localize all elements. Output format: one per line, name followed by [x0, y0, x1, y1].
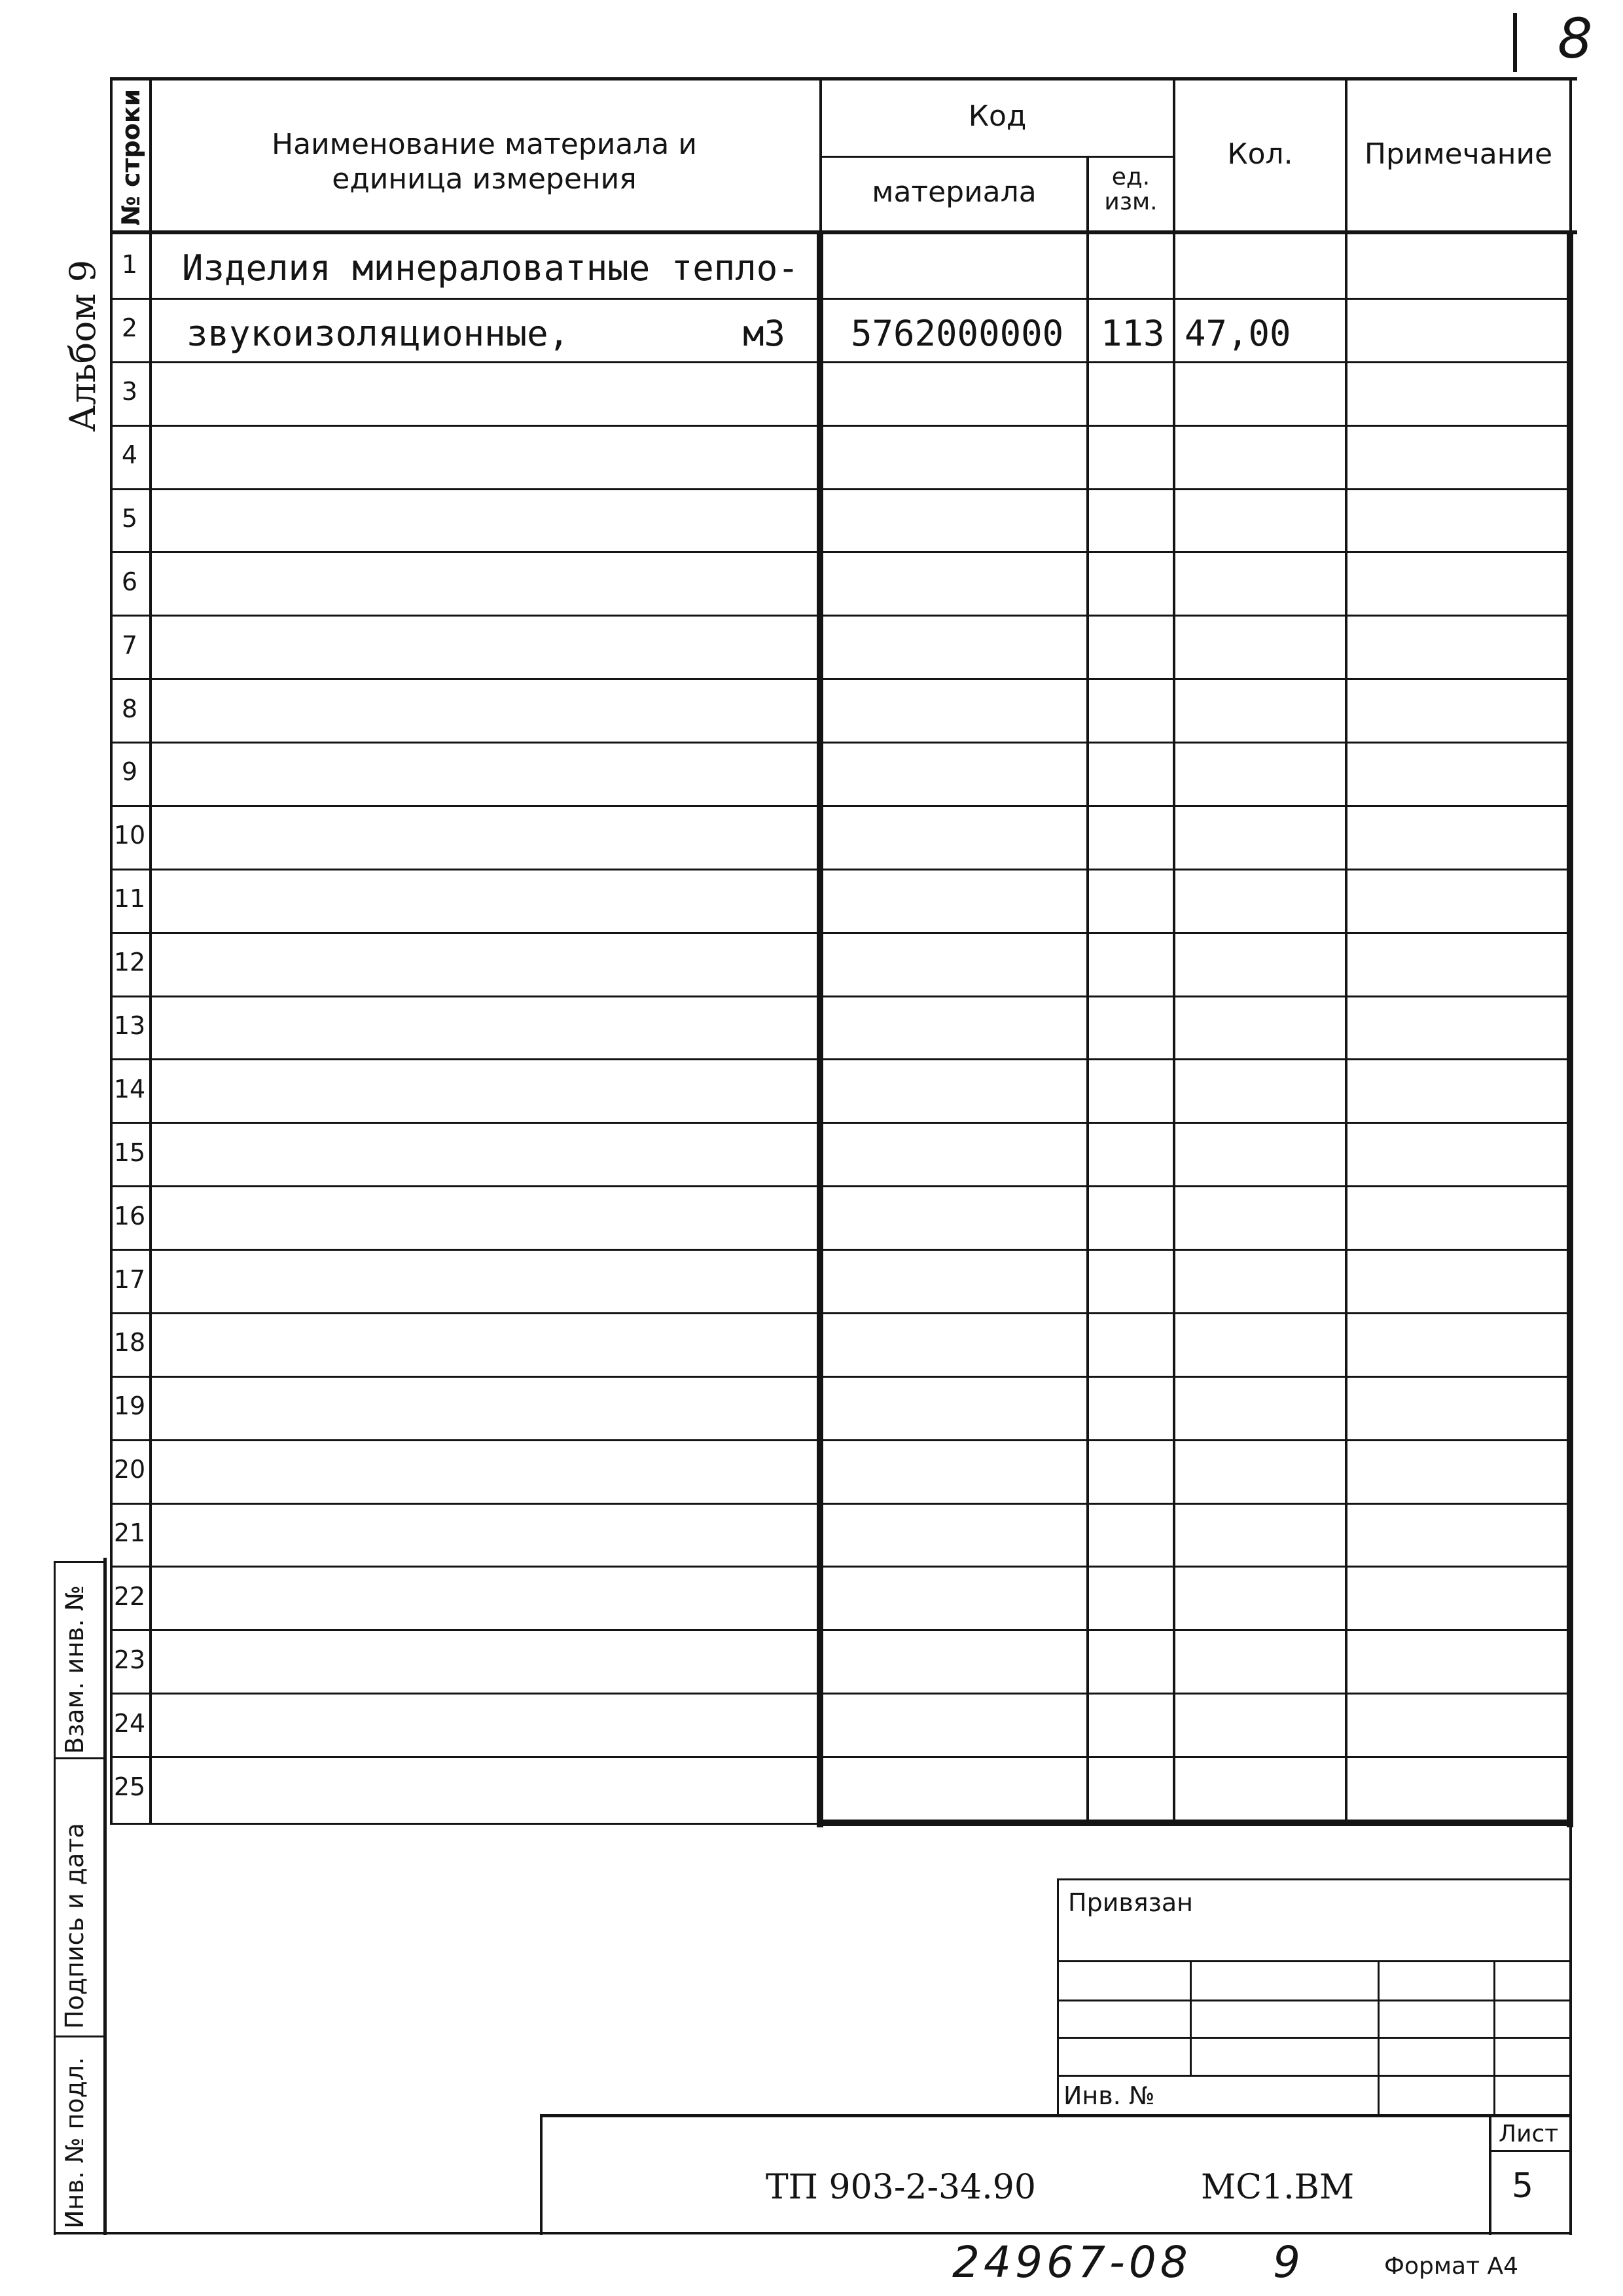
row-number: 22: [113, 1582, 146, 1611]
row-divider: [110, 1503, 1571, 1505]
entry-1-name: Изделия минераловатные тепло-: [182, 247, 799, 289]
row-divider: [110, 361, 1571, 363]
row-number: 16: [113, 1202, 146, 1230]
row-number: 13: [113, 1011, 146, 1040]
sheet-label: Лист: [1499, 2121, 1559, 2147]
row-divider: [110, 1249, 1571, 1251]
row-number: 1: [121, 250, 138, 279]
entry-2-unit-code: 113: [1101, 313, 1165, 354]
row-number: 3: [121, 377, 138, 406]
designation: ТП 903-2-34.90: [766, 2168, 1036, 2207]
row-divider: [110, 678, 1571, 680]
col-code-material-header: материала: [872, 175, 1037, 209]
row-divider: [110, 742, 1571, 744]
row-number: 21: [113, 1518, 146, 1547]
row-divider: [110, 1058, 1571, 1060]
col-row-no-header: № строки: [116, 88, 145, 226]
row-divider: [110, 1122, 1571, 1124]
row-number: 12: [113, 948, 146, 977]
page-number-handwritten: 8: [1558, 7, 1597, 71]
row-divider: [110, 1185, 1571, 1187]
row-number: 14: [113, 1075, 146, 1103]
row-divider: [110, 932, 1571, 934]
row-number: 5: [121, 504, 138, 533]
row-divider: [110, 1693, 1571, 1695]
sheet-number: 5: [1512, 2166, 1534, 2206]
row-divider: [110, 1439, 1571, 1441]
row-divider: [110, 488, 1571, 490]
row-number: 10: [113, 821, 146, 850]
col-code-header: Код: [968, 99, 1027, 133]
sign-date-label: Подпись и дата: [60, 1823, 89, 2029]
format-label: Формат А4: [1384, 2253, 1519, 2280]
row-number: 7: [121, 631, 138, 660]
row-number: 4: [121, 440, 138, 469]
entry-2-unit-text: м3: [743, 313, 786, 354]
replace-inv-label: Взам. инв. №: [60, 1585, 89, 1754]
col-name-header-line1: Наименование материала и: [272, 128, 697, 161]
row-divider: [110, 1566, 1571, 1568]
row-number: 24: [113, 1709, 146, 1738]
row-number: 15: [113, 1138, 146, 1167]
row-divider: [110, 551, 1571, 553]
footer-handwritten-album: 9: [1273, 2237, 1304, 2287]
row-number: 23: [113, 1645, 146, 1674]
page-number-mark: [1513, 13, 1517, 72]
inv-label: Инв. №: [1063, 2081, 1155, 2110]
col-name-header-line2: единица измерения: [332, 162, 637, 196]
row-divider: [110, 869, 1571, 870]
row-number: 6: [121, 567, 138, 596]
row-divider: [110, 615, 1571, 617]
row-number: 19: [113, 1391, 146, 1420]
album-label: Альбом 9: [62, 259, 103, 432]
bound-label: Привязан: [1068, 1888, 1193, 1917]
col-qty-header: Кол.: [1227, 137, 1293, 171]
row-number: 18: [113, 1328, 146, 1357]
row-divider: [110, 805, 1571, 807]
table-bottom-line: [110, 1823, 1571, 1825]
row-number: 9: [121, 757, 138, 786]
row-divider: [110, 1312, 1571, 1314]
row-divider: [110, 1756, 1571, 1758]
col-note-header: Примечание: [1364, 137, 1553, 171]
row-divider: [110, 1629, 1571, 1631]
row-number: 25: [113, 1772, 146, 1801]
row-number: 20: [113, 1455, 146, 1484]
doc-code: МС1.ВМ: [1201, 2168, 1355, 2207]
row-number: 2: [121, 314, 138, 342]
row-divider: [110, 996, 1571, 997]
row-number: 8: [121, 694, 138, 723]
inv-orig-label: Инв. № подл.: [60, 2056, 89, 2229]
footer-handwritten-number: 24967-08: [952, 2237, 1192, 2287]
entry-2-qty: 47,00: [1185, 313, 1291, 354]
row-divider: [110, 1376, 1571, 1378]
entry-2-name: звукоизоляционные,: [187, 313, 570, 354]
row-number: 11: [113, 884, 146, 913]
row-divider: [110, 425, 1571, 427]
row-number: 17: [113, 1265, 146, 1294]
col-code-unit-header: ед. изм.: [1104, 164, 1158, 215]
entry-2-material-code: 5762000000: [851, 313, 1064, 354]
row-divider: [110, 298, 1571, 300]
